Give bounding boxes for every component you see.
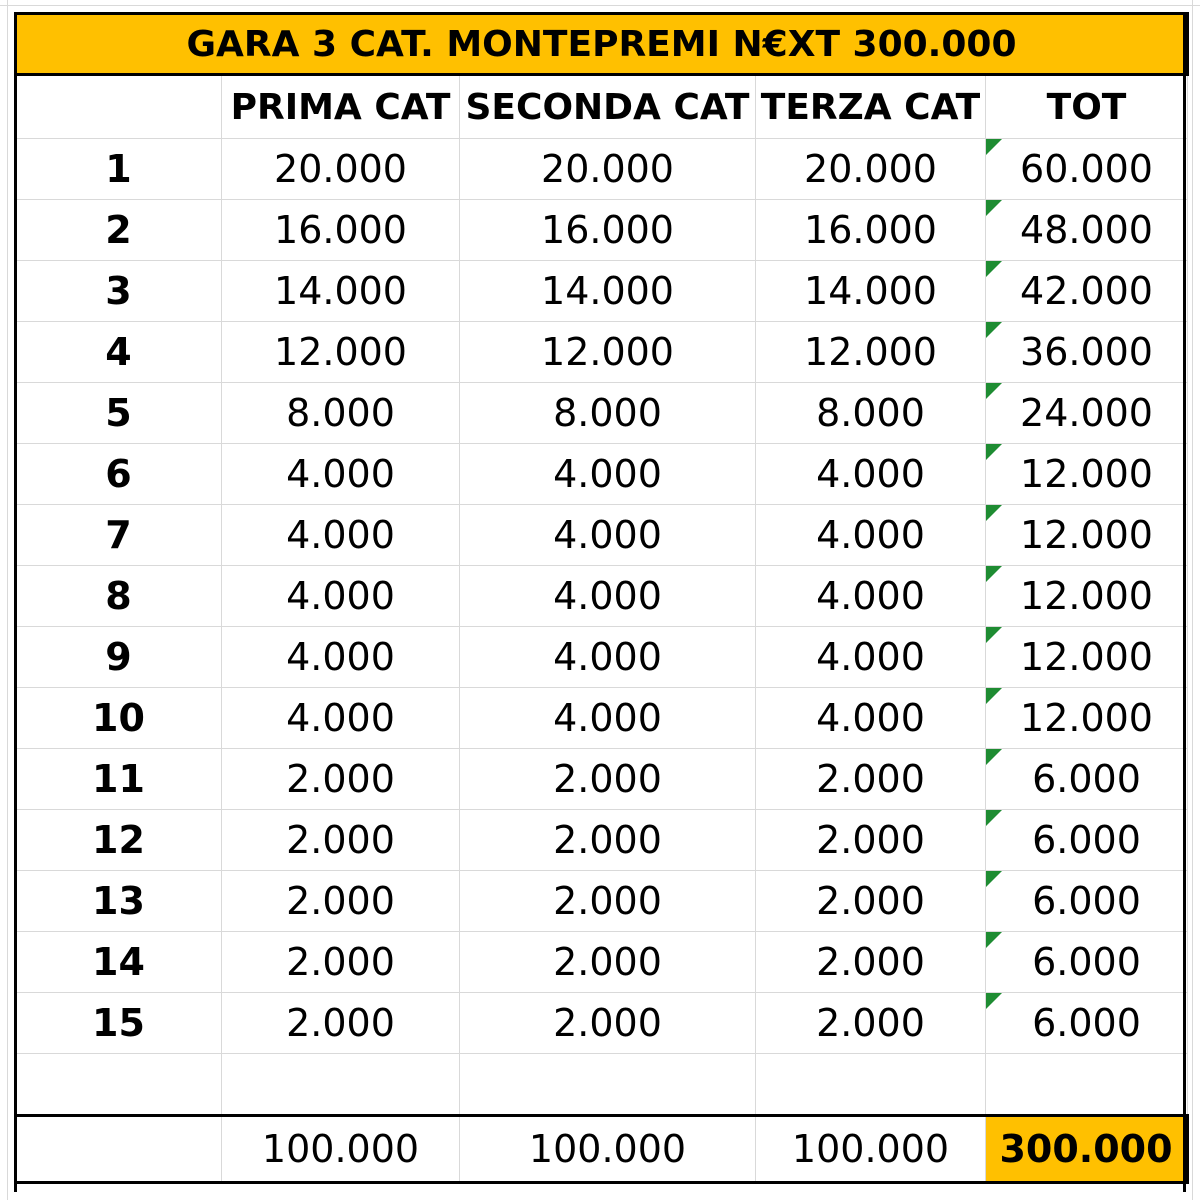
header-cell-prima[interactable]: PRIMA CAT bbox=[222, 75, 460, 139]
header-row bbox=[16, 75, 1188, 139]
position-cell[interactable]: 3 bbox=[16, 261, 222, 322]
prima-cat-cell[interactable]: 14.000 bbox=[222, 261, 460, 322]
table-border-right bbox=[1183, 12, 1186, 1192]
seconda-cat-cell[interactable]: 4.000 bbox=[460, 505, 756, 566]
table-row bbox=[16, 566, 1188, 627]
prima-cat-cell[interactable]: 8.000 bbox=[222, 383, 460, 444]
terza-cat-cell[interactable]: 16.000 bbox=[756, 200, 986, 261]
empty-cell[interactable] bbox=[16, 1054, 222, 1116]
position-cell[interactable]: 1 bbox=[16, 139, 222, 200]
seconda-cat-cell[interactable]: 4.000 bbox=[460, 688, 756, 749]
position-cell[interactable]: 13 bbox=[16, 871, 222, 932]
header-cell-tot[interactable]: TOT bbox=[986, 75, 1188, 139]
position-cell[interactable]: 2 bbox=[16, 200, 222, 261]
position-cell[interactable]: 9 bbox=[16, 627, 222, 688]
empty-cell[interactable] bbox=[222, 1054, 460, 1116]
position-cell[interactable]: 12 bbox=[16, 810, 222, 871]
totals-row bbox=[16, 1116, 1188, 1183]
tot-cell[interactable]: 6.000 bbox=[986, 871, 1188, 932]
prima-cat-cell[interactable]: 2.000 bbox=[222, 871, 460, 932]
seconda-cat-cell[interactable]: 2.000 bbox=[460, 749, 756, 810]
position-cell[interactable]: 7 bbox=[16, 505, 222, 566]
tot-cell[interactable]: 60.000 bbox=[986, 139, 1188, 200]
seconda-cat-cell[interactable]: 2.000 bbox=[460, 932, 756, 993]
terza-cat-cell[interactable]: 2.000 bbox=[756, 749, 986, 810]
tot-cell[interactable]: 6.000 bbox=[986, 932, 1188, 993]
tot-cell[interactable]: 6.000 bbox=[986, 993, 1188, 1054]
terza-cat-cell[interactable]: 2.000 bbox=[756, 932, 986, 993]
terza-cat-cell[interactable]: 4.000 bbox=[756, 444, 986, 505]
table-row bbox=[16, 749, 1188, 810]
tot-cell[interactable]: 24.000 bbox=[986, 383, 1188, 444]
terza-cat-cell[interactable]: 2.000 bbox=[756, 810, 986, 871]
gridline bbox=[1192, 0, 1193, 1200]
tot-cell[interactable]: 6.000 bbox=[986, 810, 1188, 871]
terza-cat-cell[interactable]: 4.000 bbox=[756, 566, 986, 627]
terza-cat-cell[interactable]: 4.000 bbox=[756, 627, 986, 688]
header-cell-position[interactable] bbox=[16, 75, 222, 139]
table-row bbox=[16, 688, 1188, 749]
table-row bbox=[16, 627, 1188, 688]
table-border-left bbox=[14, 12, 17, 1192]
seconda-cat-cell[interactable]: 4.000 bbox=[460, 566, 756, 627]
header-cell-terza[interactable]: TERZA CAT bbox=[756, 75, 986, 139]
prima-cat-cell[interactable]: 4.000 bbox=[222, 627, 460, 688]
prima-cat-cell[interactable]: 20.000 bbox=[222, 139, 460, 200]
seconda-cat-cell[interactable]: 20.000 bbox=[460, 139, 756, 200]
prize-table bbox=[14, 12, 1189, 1184]
seconda-cat-cell[interactable]: 16.000 bbox=[460, 200, 756, 261]
total-terza-cell[interactable]: 100.000 bbox=[756, 1116, 986, 1183]
terza-cat-cell[interactable]: 14.000 bbox=[756, 261, 986, 322]
tot-cell[interactable]: 6.000 bbox=[986, 749, 1188, 810]
seconda-cat-cell[interactable]: 2.000 bbox=[460, 871, 756, 932]
seconda-cat-cell[interactable]: 8.000 bbox=[460, 383, 756, 444]
tot-cell[interactable]: 12.000 bbox=[986, 627, 1188, 688]
position-cell[interactable]: 8 bbox=[16, 566, 222, 627]
position-cell[interactable]: 4 bbox=[16, 322, 222, 383]
terza-cat-cell[interactable]: 20.000 bbox=[756, 139, 986, 200]
terza-cat-cell[interactable]: 4.000 bbox=[756, 688, 986, 749]
tot-cell[interactable]: 12.000 bbox=[986, 566, 1188, 627]
totals-label-cell[interactable] bbox=[16, 1116, 222, 1183]
prima-cat-cell[interactable]: 16.000 bbox=[222, 200, 460, 261]
position-cell[interactable]: 10 bbox=[16, 688, 222, 749]
empty-cell[interactable] bbox=[986, 1054, 1188, 1116]
tot-cell[interactable]: 12.000 bbox=[986, 688, 1188, 749]
terza-cat-cell[interactable]: 4.000 bbox=[756, 505, 986, 566]
seconda-cat-cell[interactable]: 14.000 bbox=[460, 261, 756, 322]
table-row bbox=[16, 261, 1188, 322]
position-cell[interactable]: 11 bbox=[16, 749, 222, 810]
table-row bbox=[16, 444, 1188, 505]
terza-cat-cell[interactable]: 2.000 bbox=[756, 993, 986, 1054]
table-row bbox=[16, 810, 1188, 871]
prima-cat-cell[interactable]: 2.000 bbox=[222, 932, 460, 993]
terza-cat-cell[interactable]: 12.000 bbox=[756, 322, 986, 383]
table-row bbox=[16, 871, 1188, 932]
tot-cell[interactable]: 42.000 bbox=[986, 261, 1188, 322]
header-cell-seconda[interactable]: SECONDA CAT bbox=[460, 75, 756, 139]
tot-cell[interactable]: 48.000 bbox=[986, 200, 1188, 261]
table-row bbox=[16, 932, 1188, 993]
sheet-title[interactable]: GARA 3 CAT. MONTEPREMI N€XT 300.000 bbox=[16, 14, 1188, 75]
position-cell[interactable]: 5 bbox=[16, 383, 222, 444]
seconda-cat-cell[interactable]: 2.000 bbox=[460, 810, 756, 871]
prima-cat-cell[interactable]: 4.000 bbox=[222, 505, 460, 566]
seconda-cat-cell[interactable]: 2.000 bbox=[460, 993, 756, 1054]
tot-cell[interactable]: 36.000 bbox=[986, 322, 1188, 383]
prima-cat-cell[interactable]: 4.000 bbox=[222, 566, 460, 627]
position-cell[interactable]: 14 bbox=[16, 932, 222, 993]
table-row bbox=[16, 322, 1188, 383]
empty-cell[interactable] bbox=[460, 1054, 756, 1116]
gridline bbox=[0, 5, 1200, 6]
table-row bbox=[16, 383, 1188, 444]
tot-cell[interactable]: 12.000 bbox=[986, 444, 1188, 505]
prima-cat-cell[interactable]: 4.000 bbox=[222, 688, 460, 749]
gridline bbox=[7, 0, 8, 1200]
title-row bbox=[16, 14, 1188, 75]
seconda-cat-cell[interactable]: 4.000 bbox=[460, 627, 756, 688]
prima-cat-cell[interactable]: 2.000 bbox=[222, 749, 460, 810]
prima-cat-cell[interactable]: 2.000 bbox=[222, 810, 460, 871]
table-row bbox=[16, 200, 1188, 261]
table-row bbox=[16, 993, 1188, 1054]
prima-cat-cell[interactable]: 12.000 bbox=[222, 322, 460, 383]
grand-total-cell[interactable]: 300.000 bbox=[986, 1116, 1188, 1183]
prima-cat-cell[interactable]: 2.000 bbox=[222, 993, 460, 1054]
total-seconda-cell[interactable]: 100.000 bbox=[460, 1116, 756, 1183]
terza-cat-cell[interactable]: 8.000 bbox=[756, 383, 986, 444]
table-row bbox=[16, 139, 1188, 200]
prima-cat-cell[interactable]: 4.000 bbox=[222, 444, 460, 505]
tot-cell[interactable]: 12.000 bbox=[986, 505, 1188, 566]
position-cell[interactable]: 15 bbox=[16, 993, 222, 1054]
seconda-cat-cell[interactable]: 4.000 bbox=[460, 444, 756, 505]
empty-row bbox=[16, 1054, 1188, 1116]
terza-cat-cell[interactable]: 2.000 bbox=[756, 871, 986, 932]
seconda-cat-cell[interactable]: 12.000 bbox=[460, 322, 756, 383]
position-cell[interactable]: 6 bbox=[16, 444, 222, 505]
empty-cell[interactable] bbox=[756, 1054, 986, 1116]
total-prima-cell[interactable]: 100.000 bbox=[222, 1116, 460, 1183]
table-row bbox=[16, 505, 1188, 566]
